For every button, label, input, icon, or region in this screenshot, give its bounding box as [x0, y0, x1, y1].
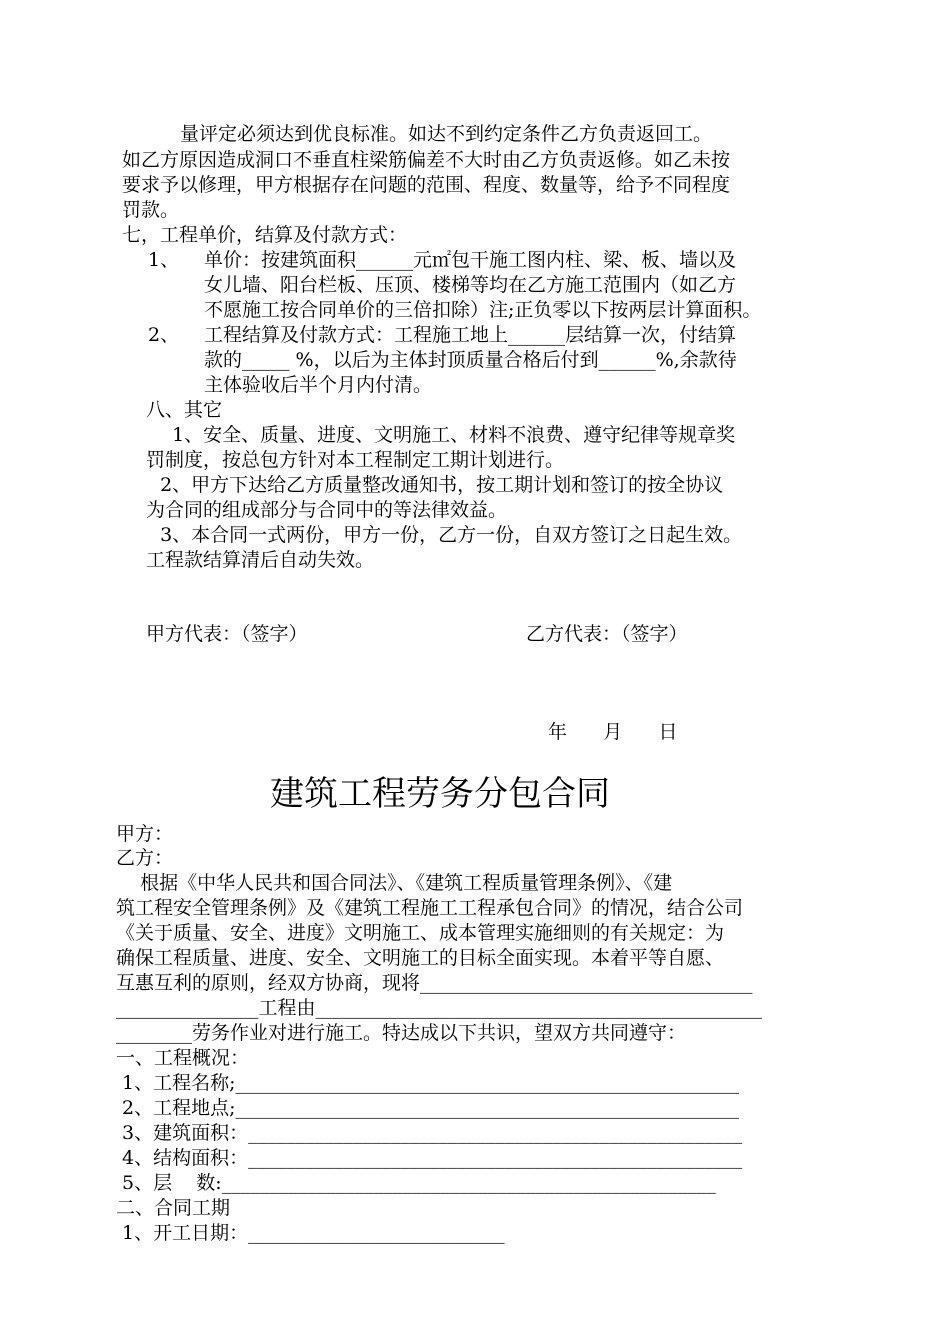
text-line: 单价：按建筑面积______元㎡包干施工图内柱、梁、板、墙以及 [204, 249, 737, 271]
text-line: 确保工程质量、进度、安全、文明施工的目标全面实现。本着平等自愿、 [116, 947, 725, 969]
text-line: ________劳务作业对进行施工。特达成以下共识，望双方共同遵守： [116, 1022, 687, 1044]
text-line: 不愿施工按合同单价的三倍扣除）注;正负零以下按两层计算面积。 [204, 299, 762, 321]
text-line: 罚制度，按总包方针对本工程制定工期计划进行。 [146, 449, 565, 471]
party-b-label: 乙方： [116, 847, 174, 869]
text-line: 为合同的组成部分与合同中的等法律效益。 [146, 499, 508, 521]
text-line: _______________工程由_______________________________________________ [116, 997, 763, 1019]
text-line: 2、甲方下达给乙方质量整改通知书，按工期计划和签订的按全协议 [148, 474, 724, 496]
text-line: 要求予以修理，甲方根据存在问题的范围、程度、数量等，给予不同程度 [122, 174, 731, 196]
party-b-signature: 乙方代表：（签字） [526, 623, 688, 645]
list-item: 5、层 数:____________________________________________________ [116, 1172, 716, 1194]
list-item: 1、工程名称;_____________________________________________________ [116, 1072, 740, 1094]
list-item: 1、开工日期：___________________________ [116, 1222, 505, 1244]
signature-date: 年 月 日 [548, 721, 678, 743]
list-number: 1、 [148, 249, 180, 271]
text-line: 工程款结算清后自动失效。 [146, 549, 375, 571]
text-line: 筑工程安全管理条例》及《建筑工程施工工程承包合同》的情况，结合公司 [116, 897, 744, 919]
text-line: 款的_____ %，以后为主体封顶质量合格后付到______%,余款待 [204, 349, 737, 371]
text-line: 工程结算及付款方式：工程施工地上______层结算一次，付结算 [204, 324, 737, 346]
list-item: 3、建筑面积：____________________________________________________ [116, 1122, 743, 1144]
text-line: 主体验收后半个月内付清。 [204, 374, 433, 396]
text-line: 3、本合同一式两份，甲方一份，乙方一份，自双方签订之日起生效。 [148, 524, 743, 546]
text-line: 如乙方原因造成洞口不垂直柱梁筋偏差不大时由乙方负责返修。如乙未按 [122, 149, 731, 171]
section-heading: 一、工程概况： [116, 1047, 250, 1069]
list-item: 2、工程地点;_____________________________________________________ [116, 1097, 740, 1119]
party-a-label: 甲方： [116, 823, 174, 845]
text-line: 根据《中华人民共和国合同法》、《建筑工程质量管理条例》、《建 [116, 872, 673, 894]
section-heading: 七，工程单价，结算及付款方式： [122, 224, 408, 246]
section-heading: 二、合同工期 [116, 1197, 231, 1219]
list-item: 4、结构面积：____________________________________________________ [116, 1147, 743, 1169]
text-line: 量评定必须达到优良标准。如达不到约定条件乙方负责返回工。 [180, 123, 713, 145]
contract-title: 建筑工程劳务分包合同 [270, 774, 610, 814]
text-line: 《关于质量、安全、进度》文明施工、成本管理实施细则的有关规定：为 [116, 922, 725, 944]
party-a-signature: 甲方代表：（签字） [146, 623, 308, 645]
text-line: 罚款。 [122, 199, 180, 221]
list-number: 2、 [148, 324, 180, 346]
text-line: 互惠互利的原则，经双方协商，现将___________________________________ [116, 972, 753, 994]
text-line: 1、安全、质量、进度、文明施工、材料不浪费、遵守纪律等规章奖 [160, 424, 736, 446]
text-line: 女儿墙、阳台栏板、压顶、楼梯等均在乙方施工范围内（如乙方 [204, 274, 737, 296]
section-heading: 八、其它 [146, 399, 223, 421]
